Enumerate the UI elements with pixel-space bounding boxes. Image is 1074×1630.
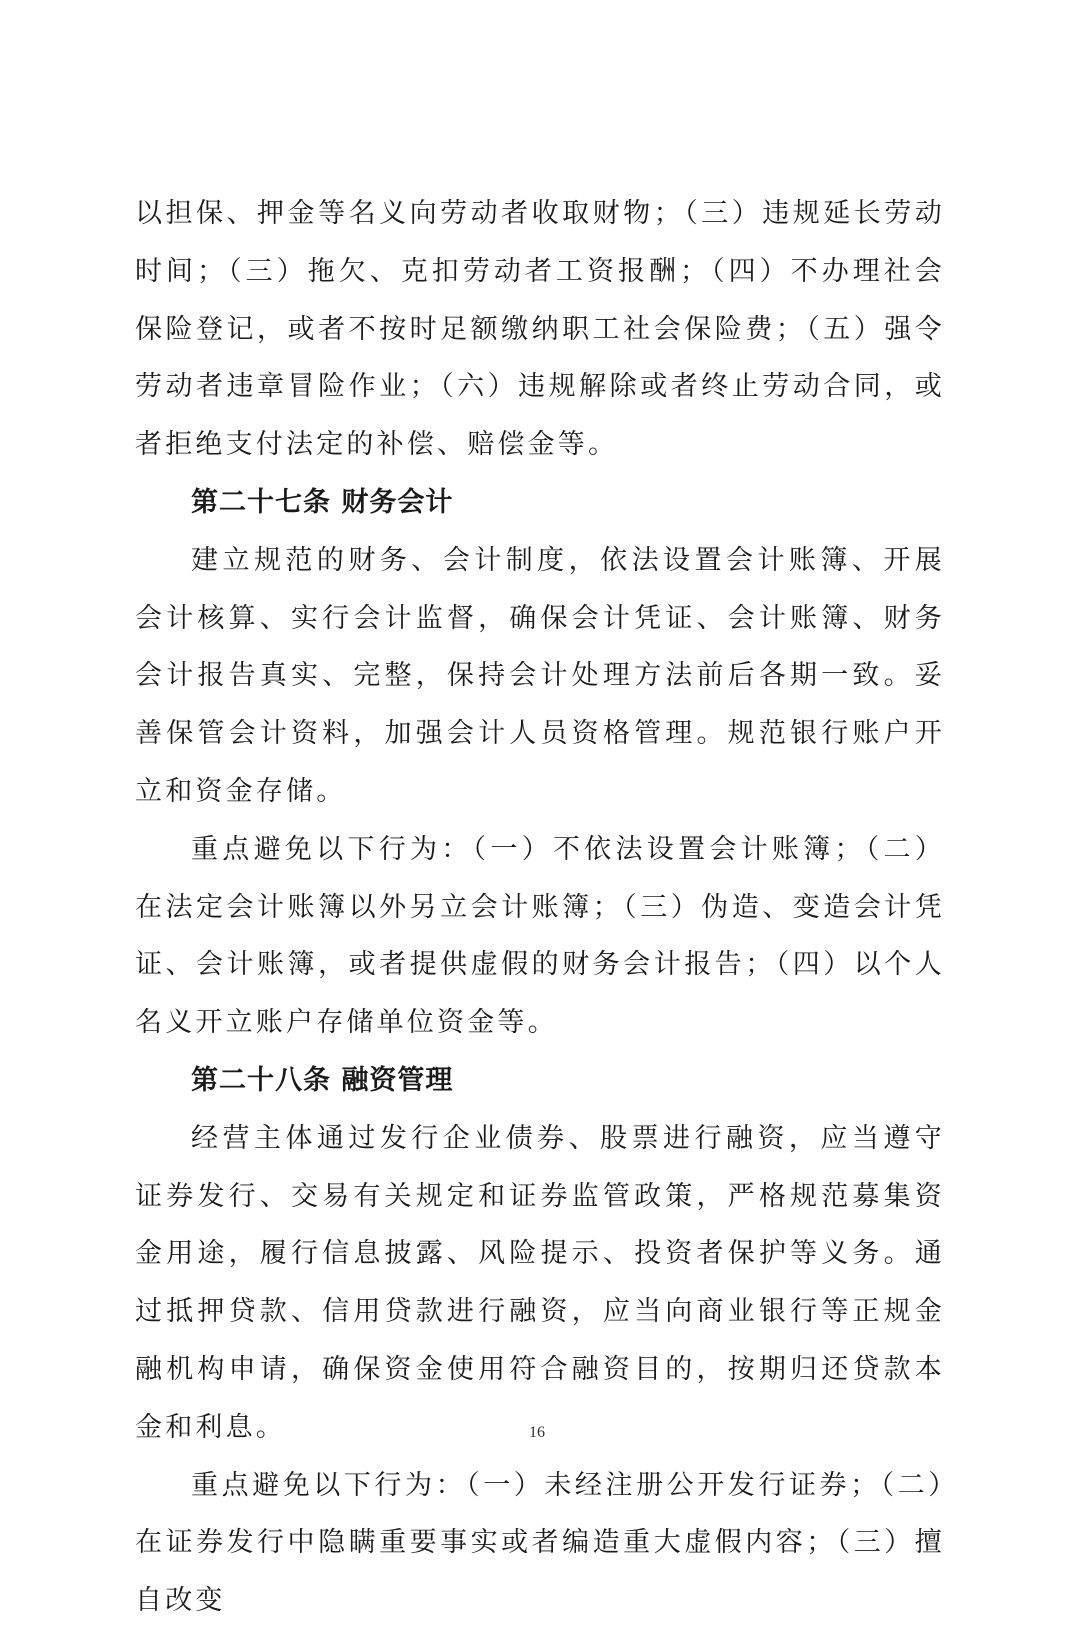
article-28-paragraph-2: 重点避免以下行为：（一）未经注册公开发行证券；（二）在证券发行中隐瞒重要事实或者编造重大虚假内容；（三）擅自改变 [135,1469,945,1617]
article-27-paragraph-2: 重点避免以下行为：（一）不依法设置会计账簿；（二）在法定会计账簿以外另立会计账簿；（三）伪造、变造会计凭证、会计账簿，或者提供虚假的财务会计报告；（四）以个人名义开立账户存储单位资金等。 [135,833,945,1039]
page-number: 16 [529,1424,545,1441]
paragraph-continuation: 以担保、押金等名义向劳动者收取财物；（三）违规延长劳动时间；（三）拖欠、克扣劳动者工资报酬；（四）不办理社会保险登记，或者不按时足额缴纳职工社会保险费；（五）强令劳动者违章冒险作业；（六）违规解除或者终止劳动合同，或者拒绝支付法定的补偿、赔偿金等。 [135,198,945,461]
document-body [135,185,945,1630]
article-28-heading: 第二十八条 融资管理 [191,1064,454,1096]
article-27-heading: 第二十七条 财务会计 [191,486,454,518]
article-28-paragraph-1: 经营主体通过发行企业债券、股票进行融资，应当遵守证券发行、交易有关规定和证券监管政策，严格规范募集资金用途，履行信息披露、风险提示、投资者保护等义务。通过抵押贷款、信用贷款进行融资，应当向商业银行等正规金融机构申请，确保资金使用符合融资目的，按期归还贷款本金和利息。 [135,1122,945,1443]
article-27-paragraph-1: 建立规范的财务、会计制度，依法设置会计账簿、开展会计核算、实行会计监督，确保会计凭证、会计账簿、财务会计报告真实、完整，保持会计处理方法前后各期一致。妥善保管会计资料，加强会计人员资格管理。规范银行账户开立和资金存储。 [135,544,945,807]
